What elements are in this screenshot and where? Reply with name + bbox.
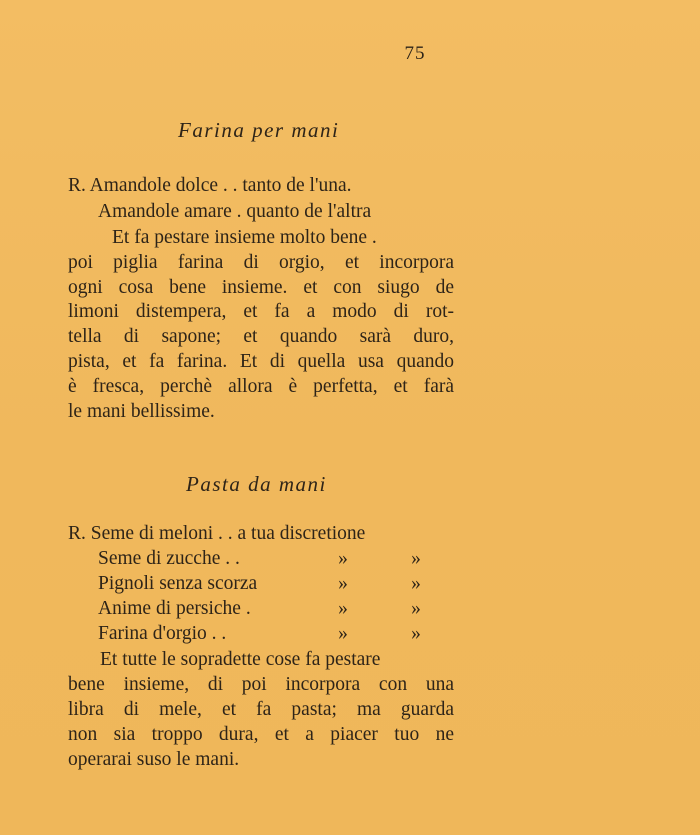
recipe2-line: libra di mele, et fa pasta; ma guarda	[68, 699, 454, 720]
ditto-mark: »	[338, 573, 348, 594]
page-number: 75	[404, 43, 426, 64]
ditto-mark: »	[411, 623, 421, 644]
recipe1-line: ogni cosa bene insieme. et con siugo de	[68, 277, 454, 298]
recipe1-line: tella di sapone; et quando sarà duro,	[68, 326, 454, 347]
ditto-mark: »	[411, 573, 421, 594]
recipe2-line: Et tutte le sopradette cose fa pestare	[100, 649, 381, 670]
ditto-mark: »	[338, 598, 348, 619]
recipe2-line: non sia troppo dura, et a piacer tuo ne	[68, 724, 454, 745]
recipe1-line: è fresca, perchè allora è perfetta, et farà	[68, 376, 454, 397]
ingredient-name: Anime di persiche .	[98, 598, 251, 619]
recipe1-line: limoni distempera, et fa a modo di rot-	[68, 301, 454, 322]
ingredient-name: Pignoli senza scorza	[98, 573, 258, 594]
recipe1-line: Et fa pestare insieme molto bene .	[112, 227, 377, 248]
ingredient-name: Farina d'orgio . .	[98, 623, 227, 644]
recipe2-line: operarai suso le mani.	[68, 749, 240, 770]
recipe-title-farina-per-mani: Farina per mani	[178, 118, 340, 142]
recipe1-line: R. Amandole dolce . . tanto de l'una.	[68, 175, 352, 196]
recipe1-line: Amandole amare . quanto de l'altra	[98, 201, 372, 222]
recipe2-first-line: R. Seme di meloni . . a tua discretione	[68, 523, 366, 544]
ditto-mark: »	[338, 548, 348, 569]
recipe2-line: bene insieme, di poi incorpora con una	[68, 674, 454, 695]
ingredient-name: Seme di zucche . .	[98, 548, 240, 569]
recipe1-line: poi piglia farina di orgio, et incorpora	[68, 252, 454, 273]
ditto-mark: »	[411, 598, 421, 619]
recipe1-line: le mani bellissime.	[68, 401, 215, 422]
recipe1-line: pista, et fa farina. Et di quella usa quando	[68, 351, 454, 372]
ditto-mark: »	[338, 623, 348, 644]
recipe-title-pasta-da-mani: Pasta da mani	[186, 472, 327, 496]
ditto-mark: »	[411, 548, 421, 569]
